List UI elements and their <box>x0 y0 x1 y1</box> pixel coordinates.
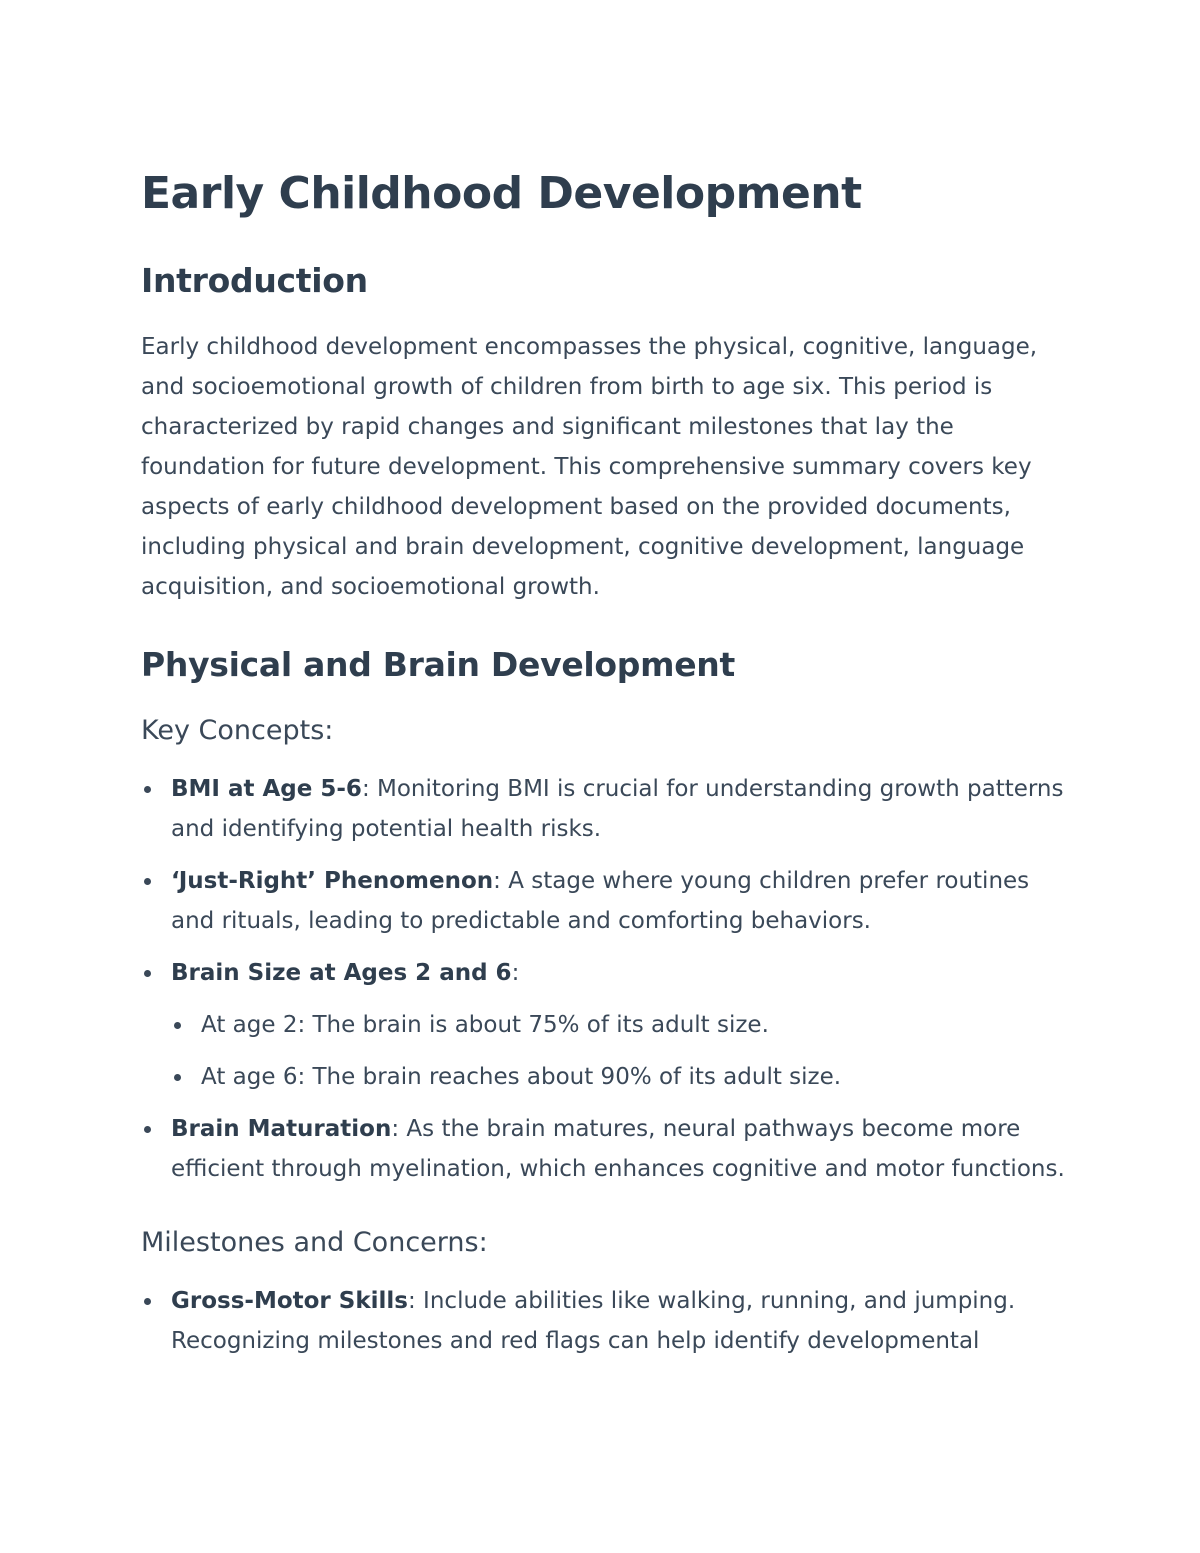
list-item-term: ‘Just-Right’ Phenomenon <box>171 868 494 894</box>
brain-size-sublist <box>171 1005 1066 1097</box>
term-separator: : <box>493 868 501 894</box>
document-title: Early Childhood Development <box>141 168 862 219</box>
list-item-just-right <box>141 861 1066 941</box>
list-item-gross-motor <box>141 1281 1066 1361</box>
term-separator: : <box>361 776 370 802</box>
sublist-item-age-6: At age 6: The brain reaches about 90% of its adult size. <box>171 1057 1066 1097</box>
milestones-list <box>141 1281 1066 1361</box>
list-item-text: Include abilities like walking, running, and jumping. Recognizing milestones and red flags can help identify developmental <box>171 1288 1016 1354</box>
list-item-brain-size <box>141 953 1066 1097</box>
list-item-bmi <box>141 769 1066 849</box>
subheading-milestones-concerns: Milestones and Concerns: <box>141 1227 488 1258</box>
list-item-term: BMI at Age 5-6 <box>171 776 362 802</box>
list-item-text: Monitoring BMI is crucial for understanding growth patterns and identifying potential health risks. <box>171 776 1064 842</box>
list-item-term: Brain Size at Ages 2 and 6 <box>171 960 512 986</box>
sublist-item-age-2: At age 2: The brain is about 75% of its adult size. <box>171 1005 1066 1045</box>
list-item-text: A stage where young children prefer routines and rituals, leading to predictable and comforting behaviors. <box>171 868 1030 934</box>
list-item-term: Gross-Motor Skills <box>171 1288 408 1314</box>
term-separator: : <box>391 1116 400 1142</box>
list-item-text: As the brain matures, neural pathways become more efficient through myelination, which enhances cognitive and motor functions. <box>171 1116 1065 1182</box>
section-heading-physical-brain-development: Physical and Brain Development <box>141 645 735 684</box>
term-separator: : <box>408 1288 416 1314</box>
subheading-key-concepts: Key Concepts: <box>141 715 334 746</box>
section-heading-introduction: Introduction <box>141 261 368 300</box>
list-item-term: Brain Maturation <box>171 1116 392 1142</box>
introduction-paragraph: Early childhood development encompasses the physical, cognitive, language, and socioemotional growth of children from birth to age six. This period is characterized by rapid changes and significant milestones that lay the foundation for future development. This comprehensive summary covers key aspects of early childhood development based on the provided documents, including physical and brain development, cognitive development, language acquisition, and socioemotional growth. <box>141 334 1038 600</box>
document-page <box>141 165 1066 1361</box>
list-item-brain-maturation <box>141 1109 1066 1189</box>
term-separator: : <box>511 960 520 986</box>
key-concepts-list <box>141 769 1066 1189</box>
